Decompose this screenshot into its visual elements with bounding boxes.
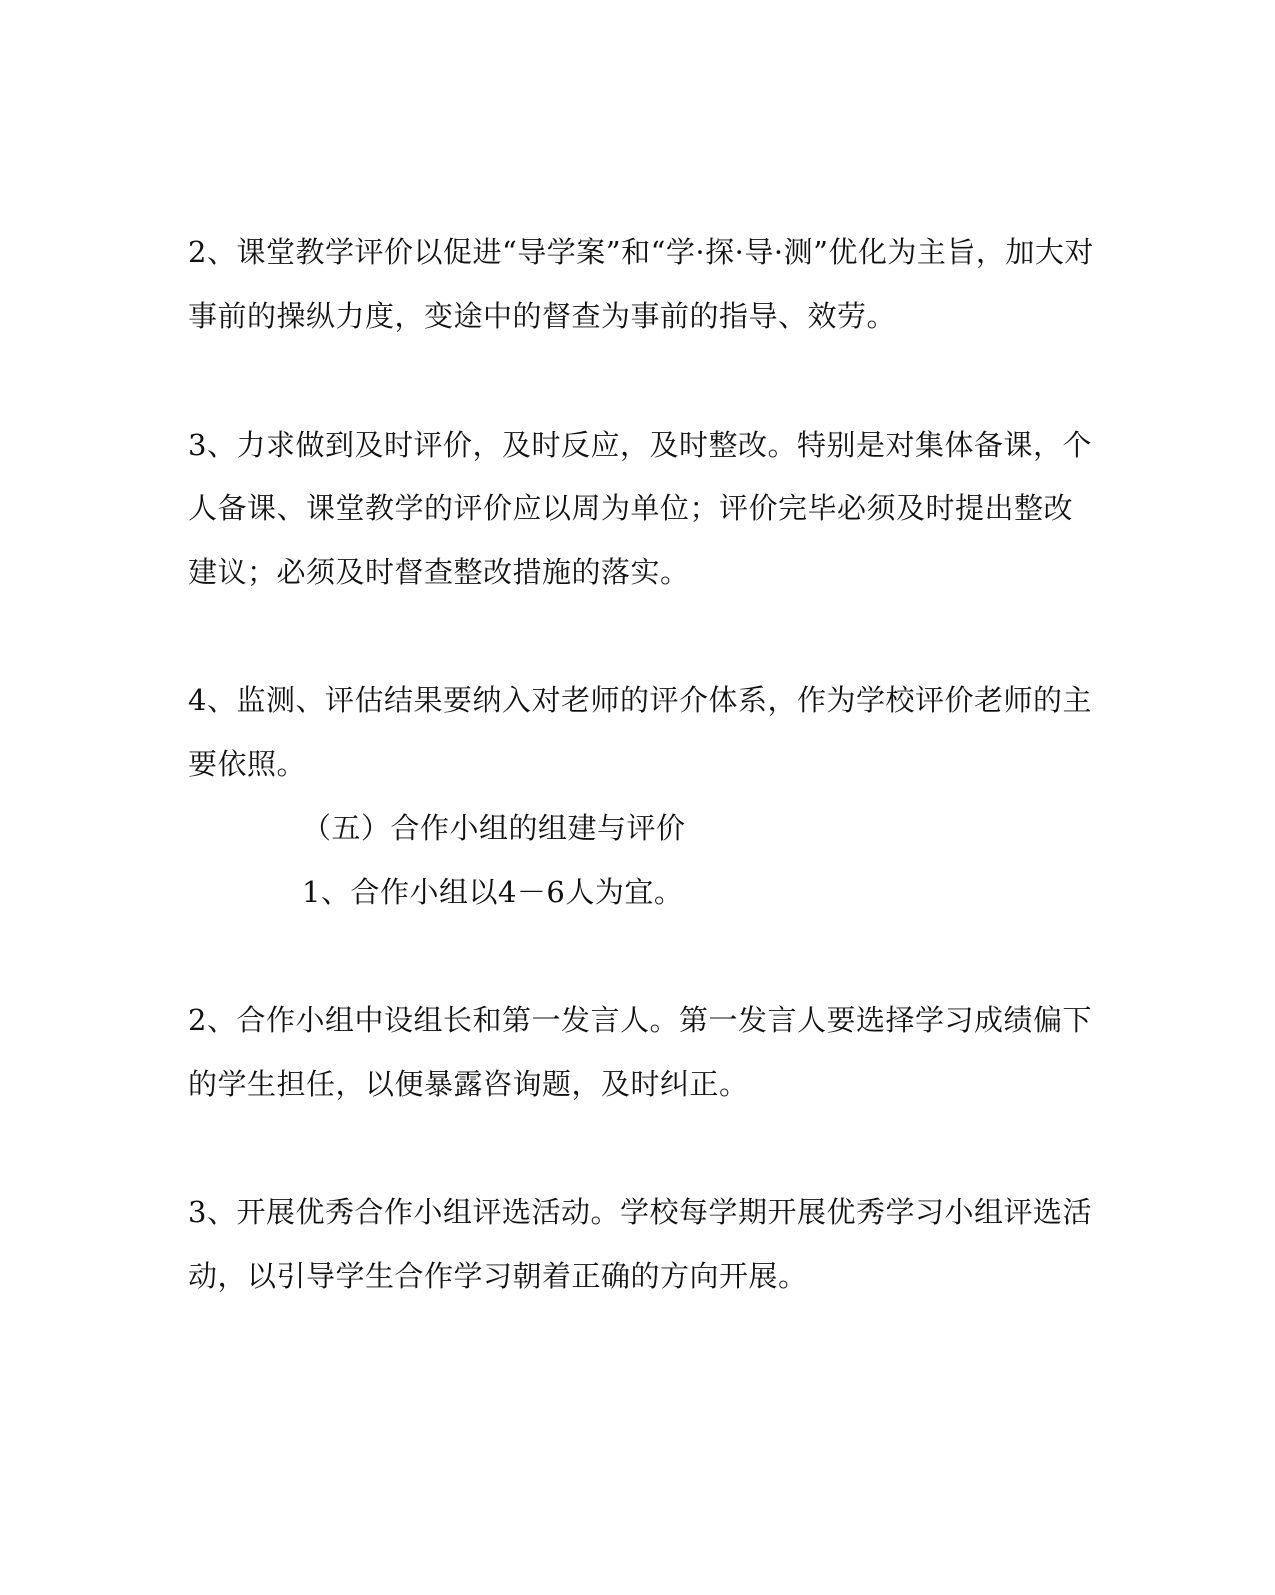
paragraph-6-line-1: 3、开展优秀合作小组评选活动。学校每学期开展优秀学习小组评选活: [188, 1195, 1092, 1229]
paragraph-1-line-1: 2、课堂教学评价以促进“导学案”和“学·探·导·测”优化为主旨，加大对: [188, 235, 1094, 269]
paragraph-2-line-3: 建议；必须及时督查整改措施的落实。: [188, 555, 690, 589]
paragraph-5-line-2: 的学生担任，以便暴露咨询题，及时纠正。: [188, 1067, 749, 1101]
paragraph-6-line-2: 动，以引导学生合作学习朝着正确的方向开展。: [188, 1259, 808, 1293]
paragraph-3-line-2: 要依照。: [188, 747, 307, 781]
paragraph-2-line-2: 人备课、课堂教学的评价应以周为单位；评价完毕必须及时提出整改: [188, 491, 1074, 525]
paragraph-3-line-1: 4、监测、评估结果要纳入对老师的评介体系，作为学校评价老师的主: [188, 683, 1092, 717]
paragraph-4-line-1: 1、合作小组以4－6人为宜。: [302, 875, 684, 909]
paragraph-2-line-1: 3、力求做到及时评价，及时反应，及时整改。特别是对集体备课，个: [188, 428, 1092, 462]
paragraph-1-line-2: 事前的操纵力度，变途中的督查为事前的指导、效劳。: [188, 299, 897, 333]
paragraph-5-line-1: 2、合作小组中设组长和第一发言人。第一发言人要选择学习成绩偏下: [188, 1003, 1092, 1037]
section-heading: （五）合作小组的组建与评价: [302, 811, 686, 845]
